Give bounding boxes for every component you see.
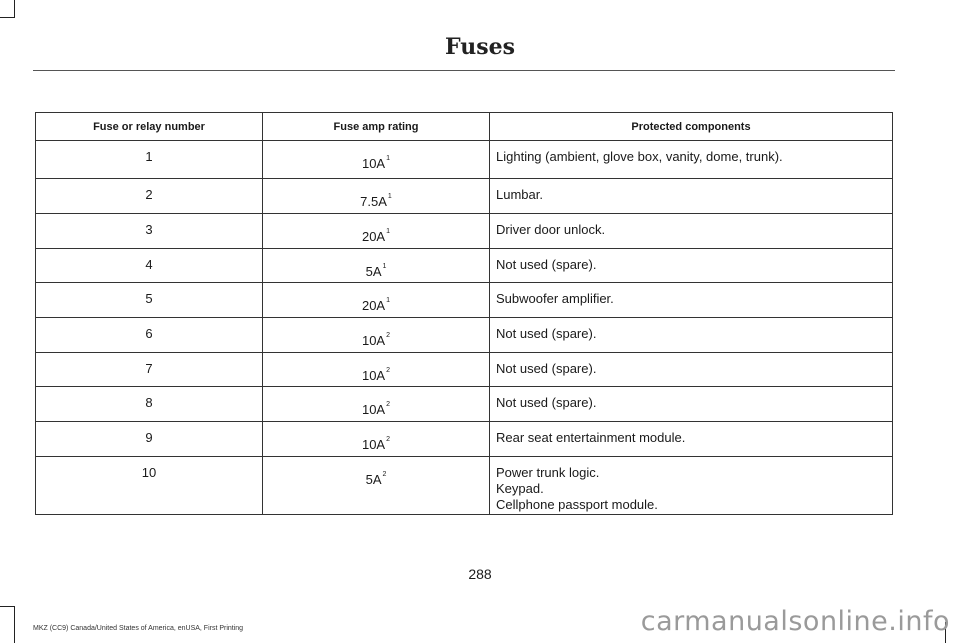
crop-mark-top-left-v xyxy=(14,0,15,18)
table-header-row xyxy=(36,113,893,141)
table-row xyxy=(36,249,893,283)
fuse-rating-cell xyxy=(263,353,490,387)
component-text: Rear seat entertainment module. xyxy=(496,430,686,445)
fuse-rating-value: 5A xyxy=(365,472,382,487)
fuse-rating-cell xyxy=(263,422,490,457)
watermark: carmanualsonline.info xyxy=(640,606,950,637)
component-text: Lighting (ambient, glove box, vanity, dome, trunk). xyxy=(496,149,783,164)
footnote-marker: 2 xyxy=(386,401,391,408)
fuse-number-cell: 2 xyxy=(36,179,263,214)
footnote-marker: 1 xyxy=(386,155,391,162)
footnote-marker: 2 xyxy=(386,436,391,443)
page-title: Fuses xyxy=(445,34,515,60)
fuse-rating-value: 10A xyxy=(361,156,386,171)
table-row xyxy=(36,318,893,353)
protected-components-cell xyxy=(490,141,893,179)
fuse-rating-value: 10A xyxy=(361,402,386,417)
fuse-number-cell: 1 xyxy=(36,141,263,179)
crop-mark-bottom-left-h xyxy=(0,606,15,607)
component-text: Power trunk logic. xyxy=(496,465,600,480)
fuse-rating-value: 5A xyxy=(365,264,382,279)
footnote-marker: 2 xyxy=(386,332,391,339)
column-header-components: Protected components xyxy=(490,113,893,141)
table-row xyxy=(36,214,893,249)
protected-components-cell xyxy=(490,422,893,457)
protected-components-cell xyxy=(490,353,893,387)
fuse-number-cell: 6 xyxy=(36,318,263,353)
footer-text: MKZ (CC9) Canada/United States of America, enUSA, First Printing xyxy=(33,625,244,632)
fuse-number-cell: 9 xyxy=(36,422,263,457)
crop-mark-bottom-left-v xyxy=(14,606,15,643)
component-text: Not used (spare). xyxy=(496,257,597,272)
fuse-number-cell: 8 xyxy=(36,387,263,422)
component-text: Subwoofer amplifier. xyxy=(496,291,614,306)
fuse-number-cell: 5 xyxy=(36,283,263,318)
component-text: Cellphone passport module. xyxy=(496,497,658,512)
fuse-rating-cell xyxy=(263,249,490,283)
fuse-rating-cell xyxy=(263,141,490,179)
fuse-rating-cell xyxy=(263,283,490,318)
component-text: Keypad. xyxy=(496,481,544,496)
table-row xyxy=(36,179,893,214)
header-divider xyxy=(33,70,895,71)
protected-components-cell xyxy=(490,318,893,353)
fuse-rating-cell xyxy=(263,387,490,422)
column-header-number: Fuse or relay number xyxy=(36,113,263,141)
component-text: Not used (spare). xyxy=(496,361,597,376)
protected-components-cell xyxy=(490,179,893,214)
footnote-marker: 1 xyxy=(382,263,387,270)
fuse-rating-value: 10A xyxy=(361,437,386,452)
table-row xyxy=(36,141,893,179)
component-text: Driver door unlock. xyxy=(496,222,606,237)
page-number: 288 xyxy=(468,566,492,582)
fuse-number-cell: 7 xyxy=(36,353,263,387)
fuse-rating-value: 10A xyxy=(361,368,386,383)
component-text: Lumbar. xyxy=(496,187,543,202)
protected-components-cell xyxy=(490,214,893,249)
fuse-rating-cell xyxy=(263,457,490,515)
protected-components-cell xyxy=(490,387,893,422)
fuse-rating-value: 20A xyxy=(361,229,386,244)
fuse-table-body xyxy=(36,141,893,515)
table-row xyxy=(36,283,893,318)
table-row xyxy=(36,422,893,457)
footnote-marker: 1 xyxy=(387,193,392,200)
component-text: Not used (spare). xyxy=(496,395,597,410)
footnote-marker: 1 xyxy=(386,228,391,235)
fuse-rating-value: 10A xyxy=(361,333,386,348)
protected-components-cell xyxy=(490,283,893,318)
protected-components-cell xyxy=(490,249,893,283)
crop-mark-top-left-h xyxy=(0,17,15,18)
footnote-marker: 2 xyxy=(386,367,391,374)
fuse-number-cell: 3 xyxy=(36,214,263,249)
table-row xyxy=(36,387,893,422)
component-text: Not used (spare). xyxy=(496,326,597,341)
fuse-number-cell: 4 xyxy=(36,249,263,283)
footnote-marker: 1 xyxy=(386,297,391,304)
table-row xyxy=(36,353,893,387)
table-row xyxy=(36,457,893,515)
column-header-rating: Fuse amp rating xyxy=(263,113,490,141)
fuse-table xyxy=(35,112,893,515)
fuse-rating-cell xyxy=(263,214,490,249)
fuse-rating-value: 7.5A xyxy=(360,194,387,209)
fuse-rating-cell xyxy=(263,179,490,214)
protected-components-cell xyxy=(490,457,893,515)
footnote-marker: 2 xyxy=(382,471,387,478)
fuse-rating-cell xyxy=(263,318,490,353)
fuse-number-cell: 10 xyxy=(36,457,263,515)
fuse-rating-value: 20A xyxy=(361,298,386,313)
